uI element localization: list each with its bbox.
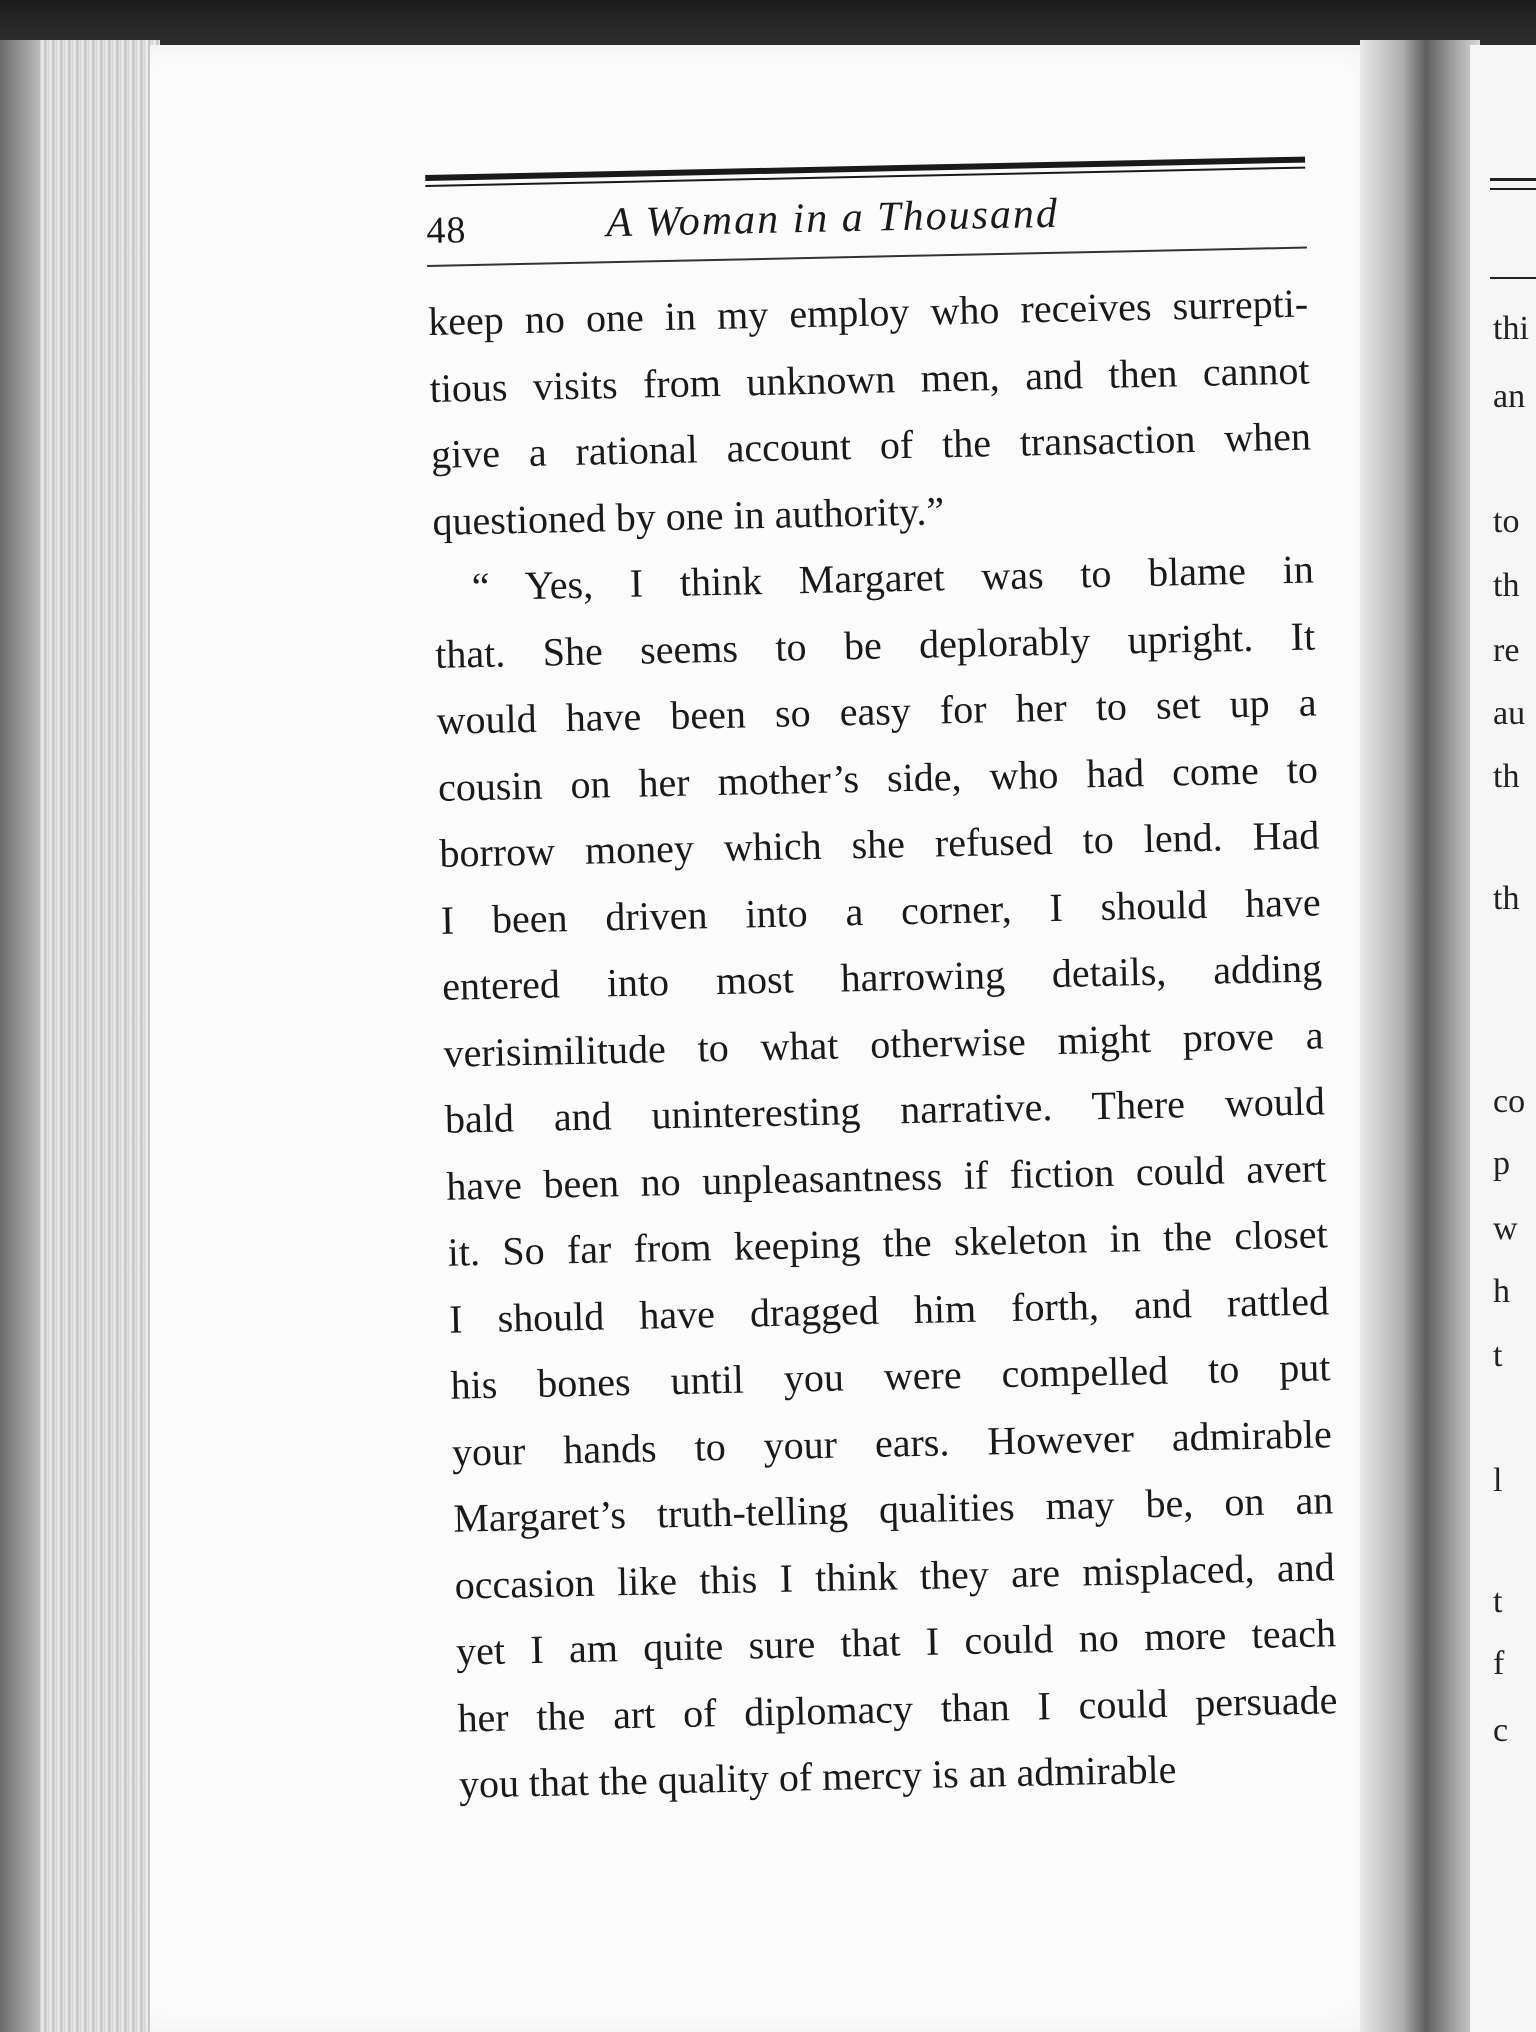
text-line: questioned by one in authority.” (431, 487, 945, 544)
text-line: occasion like this I think they are misplaced, and (454, 1543, 1336, 1608)
text-line: borrow money which she refused to lend. Had (438, 812, 1320, 876)
facing-page-fragment: thi (1493, 310, 1529, 347)
text-line: you that the quality of mercy is an admirable (458, 1746, 1177, 1807)
facing-page-fragment: t (1493, 1337, 1503, 1374)
facing-page-rule (1490, 178, 1536, 181)
text-line: that. She seems to be deplorably upright. It (434, 612, 1316, 677)
facing-page-fragment: p (1493, 1145, 1510, 1182)
book-gutter (1360, 40, 1480, 2032)
facing-page-fragment: th (1493, 880, 1520, 917)
text-line: would have been so easy for her to set up a (436, 679, 1317, 743)
text-line: have been no unpleasantness if fiction could avert (445, 1144, 1327, 1209)
facing-page-fragment: to (1493, 503, 1520, 540)
running-title: A Woman in a Thousand (605, 190, 1060, 247)
page-number: 48 (425, 209, 467, 252)
text-line: yet I am quite sure that I could no more teach (455, 1610, 1337, 1674)
body-text (428, 271, 1340, 1819)
facing-page-rule (1490, 277, 1536, 279)
text-line: Margaret’s truth-telling qualities may be, on an (452, 1477, 1334, 1541)
facing-page-fragment: f (1493, 1645, 1505, 1682)
text-line: give a rational account of the transaction when (430, 413, 1312, 477)
facing-page-rule (1490, 188, 1536, 190)
facing-page-fragment: co (1493, 1083, 1526, 1120)
facing-page-fragment: au (1493, 695, 1526, 732)
text-line: it. So far from keeping the skeleton in the closet (447, 1211, 1329, 1275)
page-edges (0, 40, 160, 2032)
facing-page-fragment: c (1493, 1712, 1509, 1749)
text-line: “ Yes, I think Margaret was to blame in (471, 546, 1315, 610)
text-line: I should have dragged him forth, and rattled (448, 1277, 1330, 1342)
text-line: cousin on her mother’s side, who had come to (437, 745, 1319, 810)
facing-page-fragment: w (1493, 1210, 1518, 1247)
facing-page-fragment: th (1493, 567, 1520, 604)
text-line: bald and uninteresting narrative. There would (444, 1078, 1326, 1142)
facing-page-fragment: h (1493, 1273, 1510, 1310)
text-line: tious visits from unknown men, and then cannot (429, 347, 1310, 411)
facing-page-fragment: l (1493, 1462, 1503, 1499)
text-line: keep no one in my employ who receives surrepti- (427, 280, 1309, 344)
text-line: his bones until you were compelled to put (450, 1344, 1331, 1408)
text-line: entered into most harrowing details, adding (441, 945, 1323, 1009)
facing-page-fragment: an (1493, 378, 1526, 415)
page-content (425, 147, 1339, 1819)
facing-page-fragment: re (1493, 632, 1520, 669)
text-line: your hands to your ears. However admirable (451, 1410, 1333, 1475)
text-line: her the art of diplomacy than I could persuade (457, 1676, 1338, 1741)
facing-page-fragment: th (1493, 758, 1520, 795)
text-line: verisimilitude to what otherwise might prove a (443, 1011, 1324, 1076)
facing-page-fragment: t (1493, 1583, 1503, 1620)
text-line: I been driven into a corner, I should have (440, 878, 1322, 943)
